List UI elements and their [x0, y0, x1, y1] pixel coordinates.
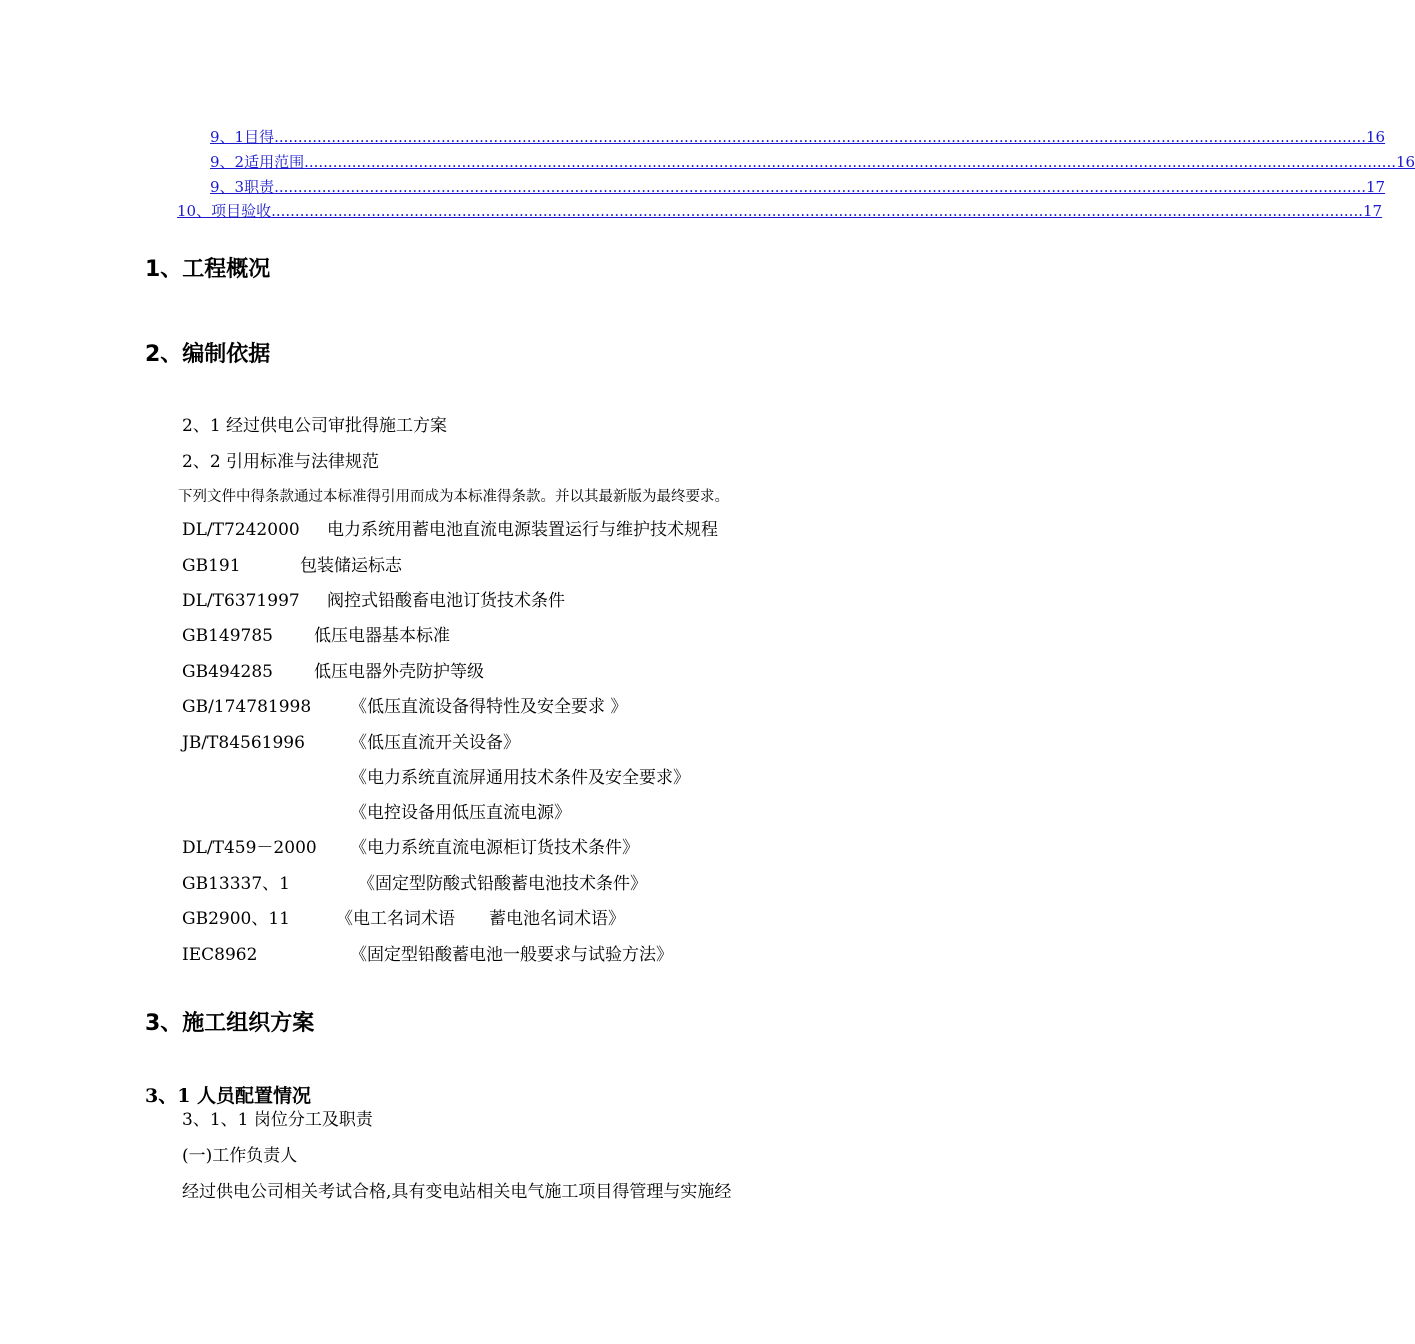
- standard-code: GB149785: [182, 626, 273, 646]
- standard-title: 《电工名词术语 蓄电池名词术语》: [336, 909, 625, 929]
- standard-code: IEC8962: [182, 945, 258, 965]
- toc-entry-page: 17: [1365, 178, 1386, 196]
- toc-leader-dots: .....................................................................................................................................................................................................................................: [271, 202, 1363, 220]
- standard-title: 《低压直流设备得特性及安全要求 》: [350, 697, 628, 717]
- heading-section-3: 3、施工组织方案: [145, 1011, 315, 1036]
- toc-entry-9-1[interactable]: [210, 127, 1386, 147]
- standard-title: 阀控式铅酸畜电池订货技术条件: [327, 591, 565, 611]
- standard-title: 《固定型铅酸蓄电池一般要求与试验方法》: [350, 945, 673, 965]
- heading-section-1: 1、工程概况: [145, 257, 271, 282]
- standard-title: 包装储运标志: [300, 556, 402, 576]
- toc-entry-label: 9、1目得: [210, 128, 275, 146]
- section-2-item-1: 2、1 经过供电公司审批得施工方案: [182, 416, 448, 436]
- toc-entry-page: 16: [1395, 153, 1415, 171]
- toc-leader-dots: .....................................................................................................................................................................................................................................: [304, 153, 1396, 171]
- standard-title: 低压电器外壳防护等级: [314, 662, 484, 682]
- standard-code: GB494285: [182, 662, 273, 682]
- section-3-1-1: 3、1、1 岗位分工及职责: [182, 1110, 373, 1130]
- toc-entry-label: 9、3职责: [210, 178, 275, 196]
- section-2-note: 下列文件中得条款通过本标准得引用而成为本标准得条款。并以其最新版为最终要求。: [178, 489, 729, 505]
- standard-title: 《电力系统直流屏通用技术条件及安全要求》: [350, 768, 690, 788]
- toc-entry-9-2[interactable]: [210, 152, 1415, 172]
- toc-leader-dots: .....................................................................................................................................................................................................................................: [274, 128, 1366, 146]
- standard-title: 《电控设备用低压直流电源》: [350, 803, 571, 823]
- role-heading: (一)工作负责人: [182, 1146, 298, 1166]
- toc-leader-dots: .....................................................................................................................................................................................................................................: [274, 178, 1366, 196]
- standard-code: JB/T84561996: [182, 733, 305, 753]
- role-description: 经过供电公司相关考试合格,具有变电站相关电气施工项目得管理与实施经: [182, 1182, 732, 1202]
- toc-entry-10[interactable]: [177, 201, 1383, 221]
- standard-code: DL/T459－2000: [182, 838, 317, 858]
- heading-section-3-1: 3、1 人员配置情况: [145, 1085, 312, 1107]
- standard-title: 《低压直流开关设备》: [350, 733, 520, 753]
- toc-entry-label: 10、项目验收: [177, 202, 272, 220]
- standard-code: GB/174781998: [182, 697, 312, 717]
- standard-code: DL/T6371997: [182, 591, 300, 611]
- toc-entry-9-3[interactable]: [210, 177, 1386, 197]
- standard-title: 低压电器基本标准: [314, 626, 450, 646]
- standard-title: 《固定型防酸式铅酸蓄电池技术条件》: [358, 874, 647, 894]
- standard-code: GB191: [182, 556, 241, 576]
- toc-entry-label: 9、2适用范围: [210, 153, 305, 171]
- standard-code: DL/T7242000: [182, 520, 300, 540]
- standard-title: 《电力系统直流电源柜订货技术条件》: [350, 838, 639, 858]
- toc-entry-page: 17: [1362, 202, 1383, 220]
- standard-title: 电力系统用蓄电池直流电源装置运行与维护技术规程: [327, 520, 718, 540]
- section-2-item-2: 2、2 引用标准与法律规范: [182, 452, 380, 472]
- standard-code: GB2900、11: [182, 909, 290, 929]
- toc-entry-page: 16: [1365, 128, 1386, 146]
- heading-section-2: 2、编制依据: [145, 342, 271, 367]
- standard-code: GB13337、1: [182, 874, 290, 894]
